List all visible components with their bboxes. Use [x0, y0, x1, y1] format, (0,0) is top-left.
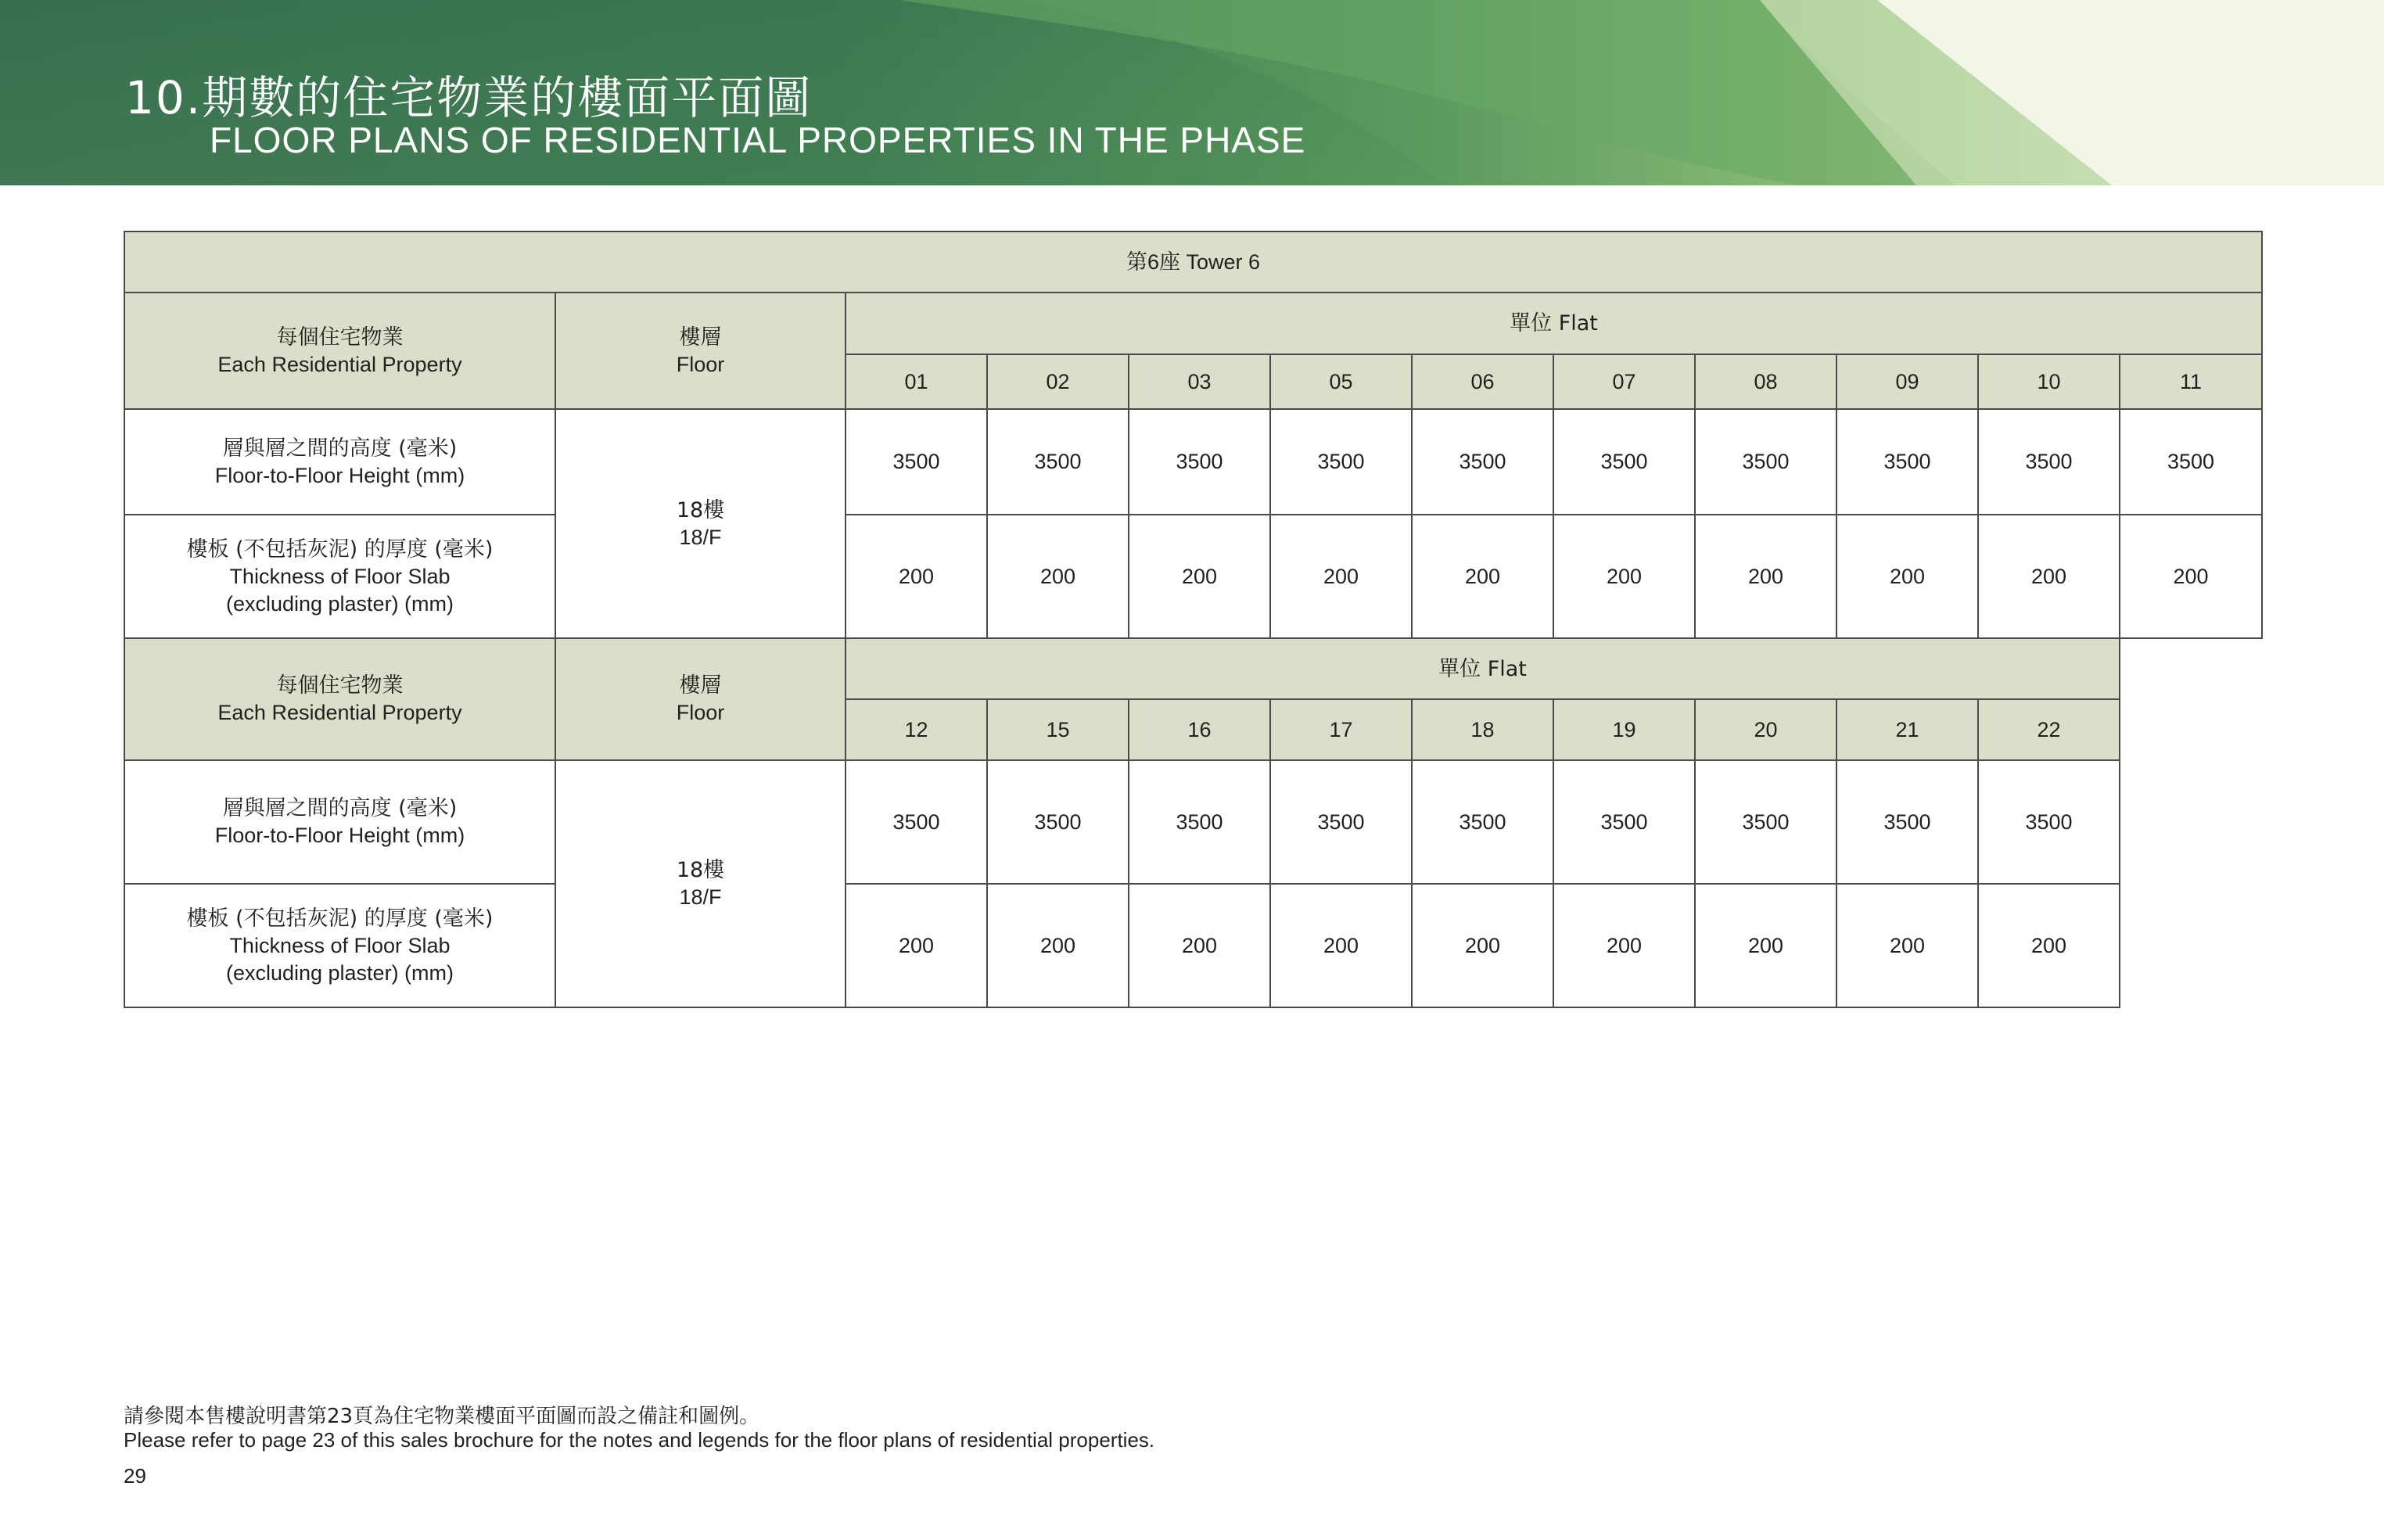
flat-number: 19: [1553, 699, 1695, 760]
slab-label-en-1: Thickness of Floor Slab: [229, 933, 451, 957]
floor-header-en: Floor: [676, 352, 725, 376]
flat-number: 06: [1412, 354, 1553, 409]
table-row: [124, 760, 2262, 884]
slab-value: 200: [1129, 884, 1270, 1007]
flat-number: 08: [1695, 354, 1836, 409]
height-label-zh: 層與層之間的高度 (毫米): [222, 796, 458, 820]
height-value: 3500: [2120, 409, 2262, 515]
floor-cell: [555, 409, 846, 638]
slab-value: 200: [1412, 515, 1553, 638]
height-value: 3500: [1553, 760, 1695, 884]
header-banner: [0, 0, 2384, 185]
floor-column-header: [555, 293, 846, 409]
slab-value: 200: [1553, 884, 1695, 1007]
height-value: 3500: [1270, 409, 1412, 515]
row-label-height: [124, 760, 555, 884]
flat-number: 03: [1129, 354, 1270, 409]
floor-header-en: Floor: [676, 701, 725, 724]
height-value: 3500: [1978, 760, 2120, 884]
slab-label-en-2: (excluding plaster) (mm): [225, 960, 454, 985]
flat-number: 10: [1978, 354, 2120, 409]
flat-number: 02: [987, 354, 1129, 409]
footnote-en: Please refer to page 23 of this sales brochure for the notes and legends for the floor plans of residential properties.: [124, 1428, 1155, 1452]
flat-number: 21: [1836, 699, 1978, 760]
height-value: 3500: [1129, 409, 1270, 515]
property-header-zh: 每個住宅物業: [276, 325, 404, 350]
height-value: 3500: [1978, 409, 2120, 515]
floor-header-zh: 樓層: [679, 673, 722, 698]
slab-value: 200: [1978, 515, 2120, 638]
floor-label-zh: 18樓: [676, 497, 725, 522]
page-title-en: FLOOR PLANS OF RESIDENTIAL PROPERTIES IN THE PHASE: [210, 120, 1306, 160]
slab-value: 200: [1978, 884, 2120, 1007]
flat-number: 11: [2120, 354, 2262, 409]
height-value: 3500: [1412, 760, 1553, 884]
flat-number: 01: [846, 354, 987, 409]
height-value: 3500: [1129, 760, 1270, 884]
slab-value: 200: [1129, 515, 1270, 638]
floor-height-table: [124, 231, 2263, 1008]
height-value: 3500: [1270, 760, 1412, 884]
flat-number: 07: [1553, 354, 1695, 409]
floor-header-zh: 樓層: [679, 325, 722, 350]
height-label-zh: 層與層之間的高度 (毫米): [222, 436, 458, 461]
table-row: [124, 409, 2262, 515]
row-label-slab: [124, 884, 555, 1007]
height-value: 3500: [1695, 760, 1836, 884]
height-value: 3500: [1695, 409, 1836, 515]
slab-value: 200: [1553, 515, 1695, 638]
tower-header: 第6座 Tower 6: [124, 232, 2262, 293]
height-value: 3500: [987, 760, 1129, 884]
page-number: 29: [124, 1464, 146, 1488]
flat-number: 22: [1978, 699, 2120, 760]
slab-value: 200: [1695, 884, 1836, 1007]
property-header-en: Each Residential Property: [217, 352, 462, 376]
row-label-slab: [124, 515, 555, 638]
slab-value: 200: [987, 884, 1129, 1007]
slab-value: 200: [846, 884, 987, 1007]
slab-value: 200: [1836, 884, 1978, 1007]
floor-column-header: [555, 638, 846, 760]
page-title-zh: 10.期數的住宅物業的樓面平面圖: [125, 71, 813, 124]
slab-label-zh: 樓板 (不包括灰泥) 的厚度 (毫米): [186, 537, 494, 562]
property-header-en: Each Residential Property: [217, 701, 462, 724]
empty-cell: [2120, 638, 2262, 1007]
flat-number: 05: [1270, 354, 1412, 409]
slab-label-en-2: (excluding plaster) (mm): [225, 591, 454, 616]
floor-label-en: 18/F: [679, 525, 722, 549]
slab-value: 200: [846, 515, 987, 638]
floor-label-en: 18/F: [679, 885, 722, 909]
flat-number: 15: [987, 699, 1129, 760]
flat-number: 20: [1695, 699, 1836, 760]
flat-number: 12: [846, 699, 987, 760]
floor-label-zh: 18樓: [676, 858, 725, 882]
table-row: [124, 515, 2262, 638]
height-value: 3500: [987, 409, 1129, 515]
slab-label-zh: 樓板 (不包括灰泥) 的厚度 (毫米): [186, 906, 494, 931]
height-label-en: Floor-to-Floor Height (mm): [214, 463, 465, 487]
row-label-height: [124, 409, 555, 515]
slab-value: 200: [1836, 515, 1978, 638]
flat-group-header: 單位 Flat: [846, 293, 2262, 354]
slab-value: 200: [1695, 515, 1836, 638]
property-column-header: [124, 293, 555, 409]
height-value: 3500: [846, 760, 987, 884]
property-header-zh: 每個住宅物業: [276, 673, 404, 698]
flat-number: 17: [1270, 699, 1412, 760]
flat-number: 09: [1836, 354, 1978, 409]
slab-value: 200: [2120, 515, 2262, 638]
slab-value: 200: [1270, 515, 1412, 638]
height-value: 3500: [1553, 409, 1695, 515]
slab-value: 200: [1270, 884, 1412, 1007]
flat-number: 16: [1129, 699, 1270, 760]
table-row: [124, 884, 2262, 1007]
flat-number: 18: [1412, 699, 1553, 760]
height-value: 3500: [1836, 409, 1978, 515]
slab-value: 200: [987, 515, 1129, 638]
height-value: 3500: [1836, 760, 1978, 884]
property-column-header: [124, 638, 555, 760]
floor-cell: [555, 760, 846, 1007]
flat-group-header: 單位 Flat: [846, 638, 2120, 699]
footnote-zh: 請參閱本售樓說明書第23頁為住宅物業樓面平面圖而設之備註和圖例。: [124, 1405, 760, 1428]
height-value: 3500: [1412, 409, 1553, 515]
height-label-en: Floor-to-Floor Height (mm): [214, 824, 465, 847]
slab-value: 200: [1412, 884, 1553, 1007]
slab-label-en-1: Thickness of Floor Slab: [229, 564, 451, 588]
height-value: 3500: [846, 409, 987, 515]
